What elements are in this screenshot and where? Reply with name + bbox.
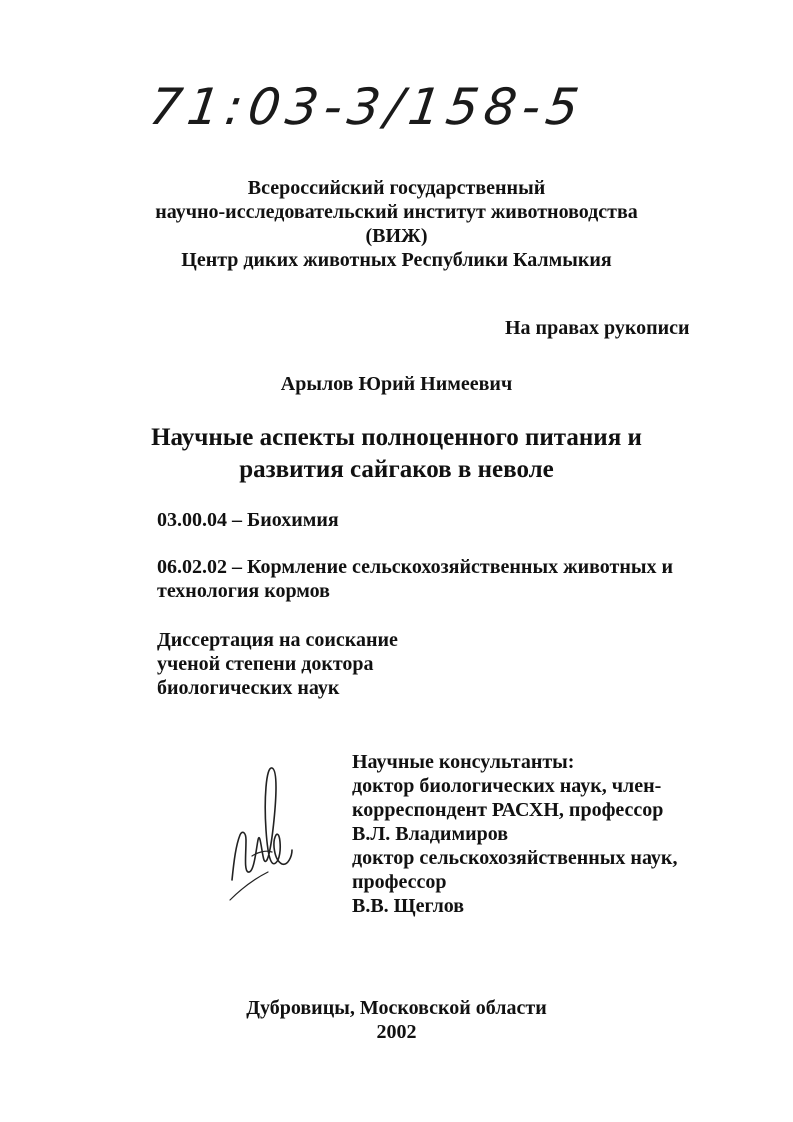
institution-line: научно-исследовательский институт животноводства [155,201,638,223]
author-name: Арылов Юрий Нимеевич [280,373,513,395]
consultant-line: доктор биологических наук, член- [352,775,662,797]
place-of-publication: Дубровицы, Московской области [246,997,547,1019]
specialty-line: 06.02.02 – Кормление сельскохозяйственных животных и [157,556,673,578]
consultant-line: В.Л. Владимиров [352,823,509,845]
signature-mark [222,760,302,910]
dissertation-degree [157,628,757,700]
institution-block [0,176,793,272]
consultants-block [352,750,772,918]
publication-year: 2002 [376,1021,417,1043]
consultant-line: корреспондент РАСХН, профессор [352,799,664,821]
specialty-2 [157,555,757,603]
title-line: развития сайгаков в неволе [239,456,554,483]
consultant-line: профессор [352,871,447,893]
degree-line: ученой степени доктора [157,653,374,675]
handwritten-archive-code: 71:03-3/158-5 [145,78,589,136]
specialty-line: 03.00.04 – Биохимия [157,509,339,531]
institution-line: Центр диких животных Республики Калмыкия [181,249,612,271]
consultant-line: В.В. Щеглов [352,895,465,917]
consultants-heading: Научные консультанты: [352,751,575,773]
degree-line: биологических наук [157,677,340,699]
specialty-1 [157,508,757,532]
consultant-line: доктор сельскохозяйственных наук, [352,847,678,869]
degree-line: Диссертация на соискание [157,629,398,651]
specialty-line: технология кормов [157,580,330,602]
dissertation-title [0,422,793,486]
title-line: Научные аспекты полноценного питания и [151,424,642,451]
institution-line: (ВИЖ) [365,225,428,247]
institution-line: Всероссийский государственный [247,177,546,199]
rights-notice: На правах рукописи [505,317,690,339]
